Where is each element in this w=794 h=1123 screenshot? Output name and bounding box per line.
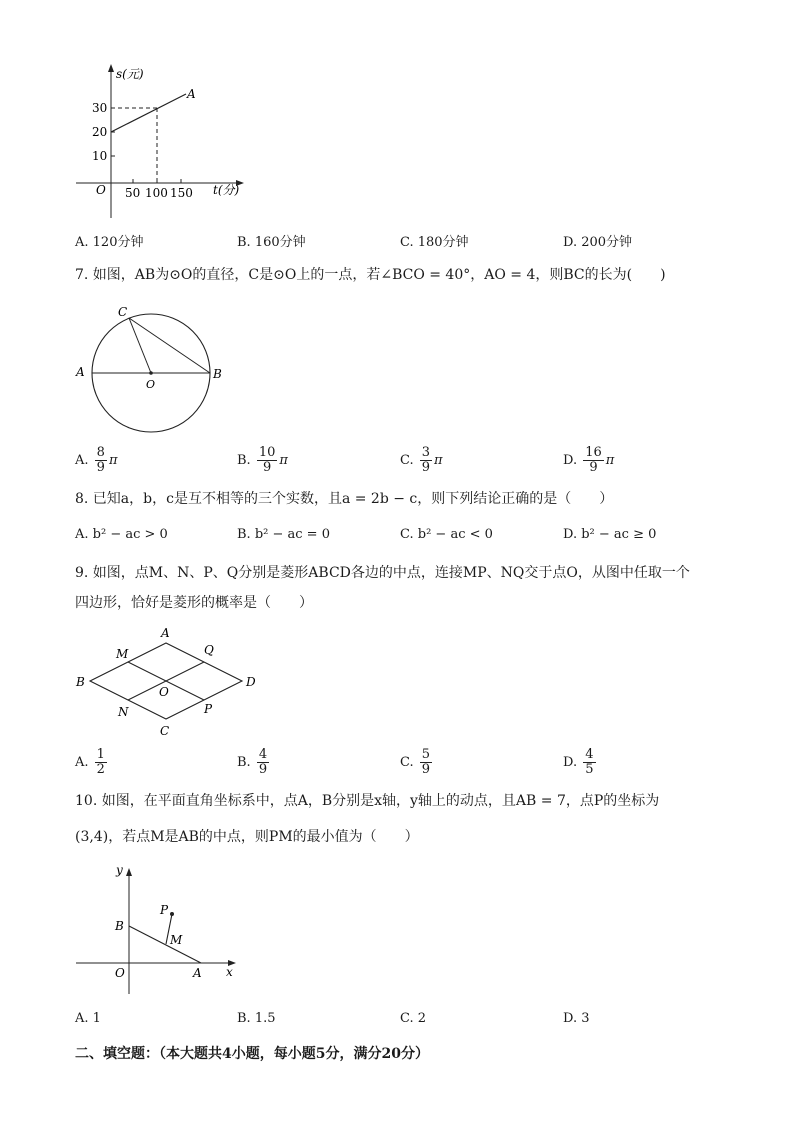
label-d: D: [246, 675, 256, 689]
q8-option-b[interactable]: B. b² − ac = 0: [237, 527, 330, 542]
label-n: N: [118, 705, 129, 719]
q8-option-a[interactable]: A. b² − ac > 0: [75, 527, 168, 542]
section-title: 二、填空题：（本大题共4小题，每小题5分，满分20分）: [75, 1046, 429, 1062]
point-p: [170, 912, 174, 916]
y-tick-10: 10: [92, 149, 108, 163]
q7-circle-figure: [72, 300, 232, 440]
origin-label: O: [96, 183, 106, 197]
q6-option-a[interactable]: A. 120分钟: [75, 235, 144, 250]
q7-option-b[interactable]: B. $\frac{10}{9}$ π: [237, 445, 288, 475]
label-o: O: [159, 685, 169, 699]
label-m: M: [170, 933, 183, 947]
q7-option-c[interactable]: C. $\frac{3}{9}$ π: [400, 445, 443, 475]
q9-option-d[interactable]: D. $\frac{4}{5}$: [563, 747, 594, 777]
q6-option-d[interactable]: D. 200分钟: [563, 235, 633, 250]
x-tick-150: 150: [170, 186, 193, 200]
q8-option-c[interactable]: C. b² − ac < 0: [400, 527, 493, 542]
label-b: B: [76, 675, 85, 689]
y-axis-arrow: [108, 64, 114, 72]
label-a: A: [76, 365, 85, 379]
q9-option-c[interactable]: C. $\frac{5}{9}$: [400, 747, 431, 777]
label-y: y: [116, 863, 123, 877]
q8-question: 8. 已知a，b，c是互不相等的三个实数，且a = 2b − c，则下列结论正确的是（ ）: [75, 491, 614, 507]
q9-question-line1: 9. 如图，点M、N、P、Q分别是菱形ABCD各边的中点，连接MP、NQ交于点O，从图中任取一个: [75, 565, 690, 581]
label-a: A: [161, 626, 170, 640]
segment-ab: [129, 926, 201, 963]
q10-option-a[interactable]: A. 1: [75, 1011, 101, 1026]
line-label: A: [187, 87, 196, 101]
q10-coordinate-figure: [70, 858, 250, 998]
label-o: O: [115, 966, 125, 980]
label-o: O: [146, 378, 156, 391]
q6-option-c[interactable]: C. 180分钟: [400, 235, 469, 250]
q9-option-b[interactable]: B. $\frac{4}{9}$: [237, 747, 268, 777]
label-p: P: [204, 702, 213, 716]
q7-option-d[interactable]: D. $\frac{16}{9}$ π: [563, 445, 615, 475]
q9-option-a[interactable]: A. $\frac{1}{2}$: [75, 747, 105, 777]
segment-cb: [129, 318, 210, 373]
q6-option-b[interactable]: B. 160分钟: [237, 235, 306, 250]
y-axis-label: s(元): [116, 67, 144, 81]
q10-option-b[interactable]: B. 1.5: [237, 1011, 276, 1026]
q8-option-d[interactable]: D. b² − ac ≥ 0: [563, 527, 657, 542]
q10-option-c[interactable]: C. 2: [400, 1011, 427, 1026]
y-tick-20: 20: [92, 125, 108, 139]
label-p: P: [160, 903, 169, 917]
q10-question-line2: (3,4)，若点M是AB的中点，则PM的最小值为（ ）: [75, 829, 419, 845]
segment-co: [129, 318, 151, 373]
label-a: A: [193, 966, 202, 980]
label-m: M: [116, 647, 129, 661]
q7-question: 7. 如图，AB为⊙O的直径，C是⊙O上的一点，若∠BCO = 40°，AO = 4，则BC的长为( ): [75, 267, 666, 283]
label-b: B: [115, 919, 124, 933]
y-axis-arrow: [126, 868, 132, 876]
x-tick-100: 100: [145, 186, 168, 200]
q7-option-a[interactable]: A. $\frac{8}{9}$ π: [75, 445, 118, 475]
q10-option-d[interactable]: D. 3: [563, 1011, 590, 1026]
center-dot: [149, 371, 153, 375]
q10-question-line1: 10. 如图，在平面直角坐标系中，点A，B分别是x轴，y轴上的动点，且AB = 7，点P的坐标为: [75, 793, 660, 809]
label-x: x: [226, 965, 233, 979]
q9-rhombus-figure: [72, 620, 272, 745]
y-tick-30: 30: [92, 101, 108, 115]
x-tick-50: 50: [125, 186, 141, 200]
label-c: C: [118, 305, 128, 319]
label-c: C: [160, 724, 170, 738]
q6-graph: [70, 60, 260, 220]
label-b: B: [213, 367, 222, 381]
cost-line: [111, 94, 186, 132]
q9-question-line2: 四边形，恰好是菱形的概率是（ ）: [75, 595, 313, 611]
label-q: Q: [204, 643, 214, 657]
x-axis-label: t(分): [213, 183, 240, 197]
